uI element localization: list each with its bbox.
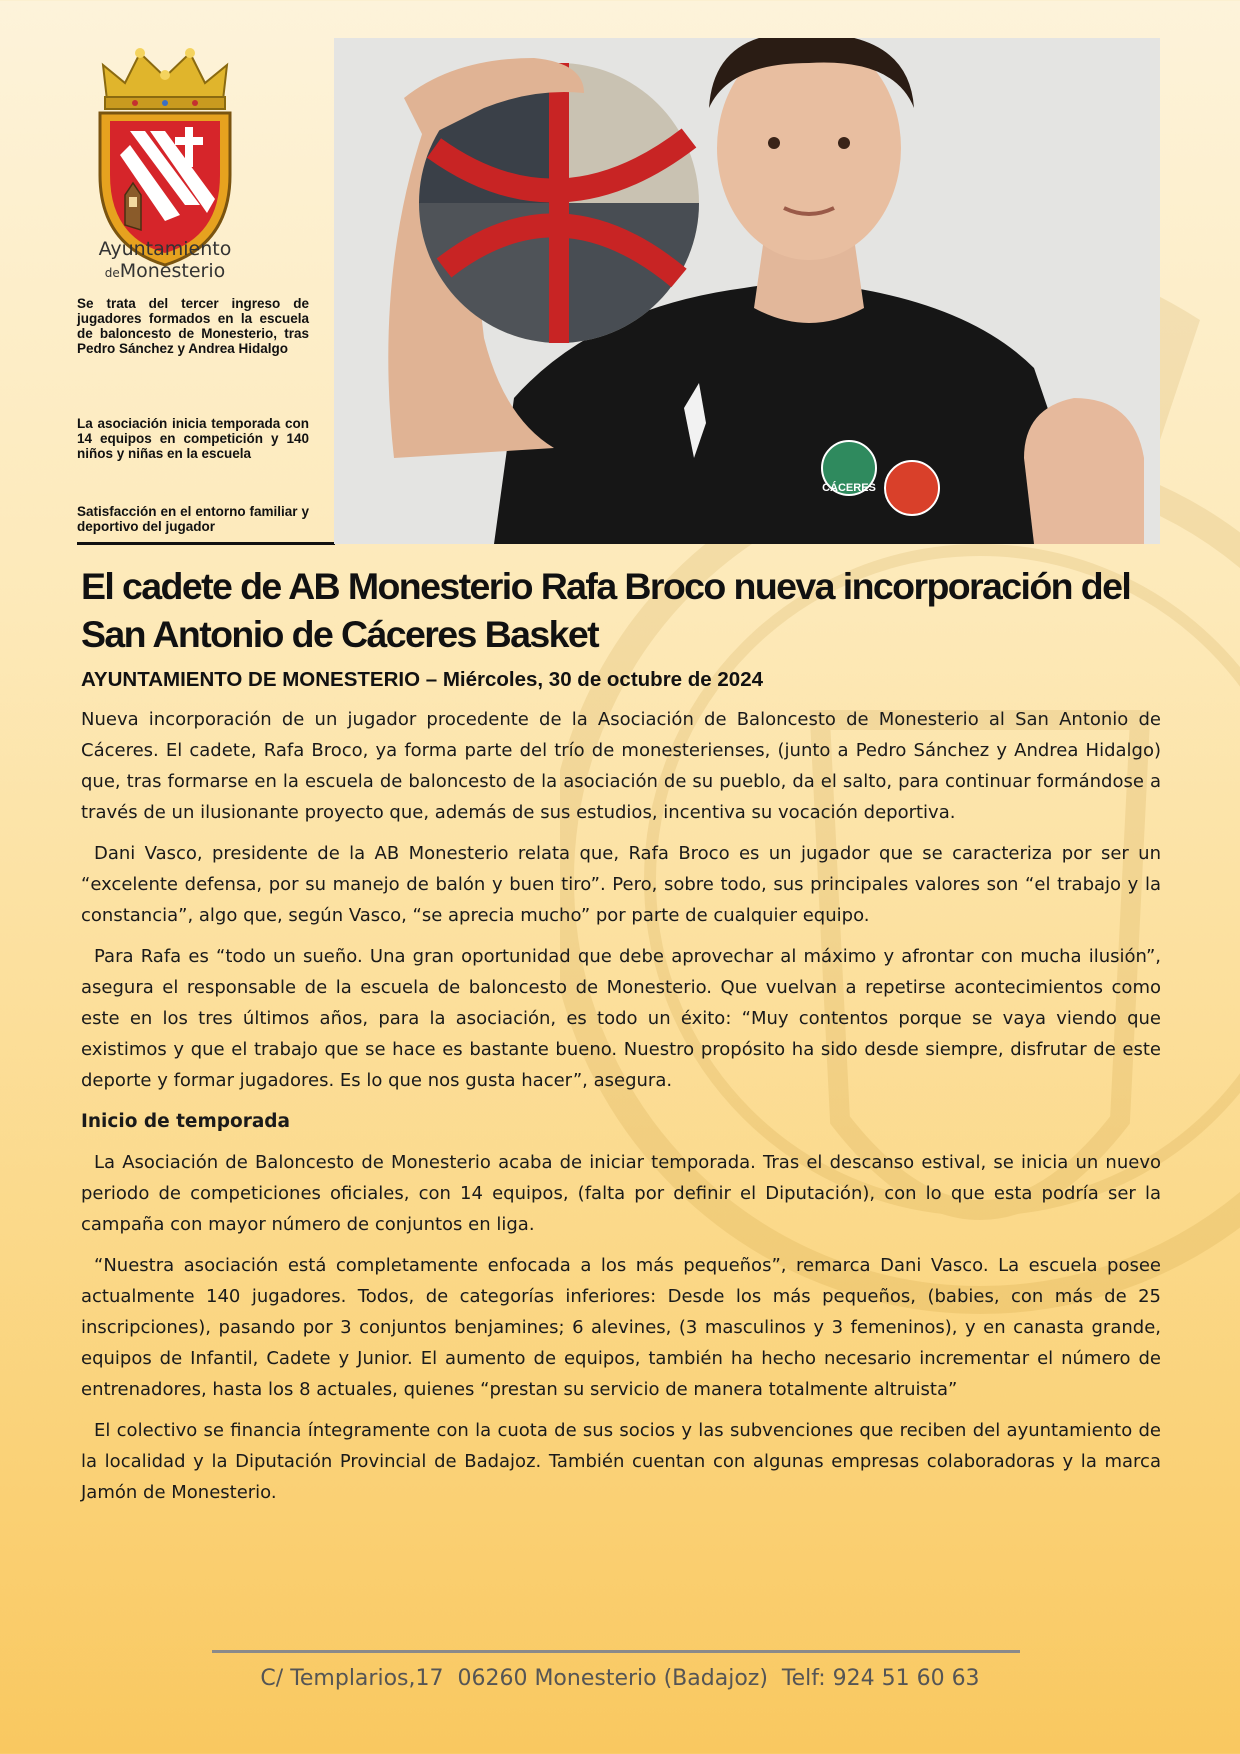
article-paragraph: Nueva incorporación de un jugador procedente de la Asociación de Baloncesto de Monesterio al San Antonio de Cáceres. El cadete, Rafa Broco, ya forma parte del trío de monesterienses, (junto a Pedro Sánchez y Andrea Hidalgo) que, tras formarse en la escuela de baloncesto de la asociación de su pueblo, da el salto, para continuar formándose a través de un ilusionante proyecto que, además de sus estudios, incentiva su vocación deportiva.: [81, 709, 1161, 823]
player-photo: [334, 38, 1160, 544]
article-paragraph: La Asociación de Baloncesto de Monesterio acaba de iniciar temporada. Tras el descanso estival, se inicia un nuevo periodo de competiciones oficiales, con 14 equipos, (falta por definir el Diputación), con lo que esta podría ser la campaña con mayor número de conjuntos en liga.: [81, 1152, 1161, 1235]
article-byline: AYUNTAMIENTO DE MONESTERIO – Miércoles, 30 de octubre de 2024: [81, 668, 764, 691]
crown-icon: [103, 48, 227, 109]
article-title: El cadete de AB Monesterio Rafa Broco nueva incorporación del San Antonio de Cáceres Basket: [81, 565, 1131, 655]
section-heading: Inicio de temporada: [81, 1111, 291, 1132]
logo-line-2-prefix: de: [104, 266, 120, 280]
logo-line-2: Monesterio: [119, 260, 226, 282]
sidebar-highlight: La asociación inicia temporada con 14 equipos en competición y 140 niños y niñas en la escuela: [77, 416, 309, 461]
shirt-badge-text: CÁCERES: [822, 482, 876, 494]
footer-divider: [212, 1650, 1020, 1653]
sidebar-highlight: Satisfacción en el entorno familiar y deportivo del jugador: [77, 504, 309, 534]
sidebar-highlight: Se trata del tercer ingreso de jugadores formados en la escuela de baloncesto de Monesterio, tras Pedro Sánchez y Andrea Hidalgo: [77, 296, 309, 356]
article-body: [81, 704, 1161, 1518]
logo-line-1: Ayuntamiento: [98, 238, 232, 260]
article-paragraph: “Nuestra asociación está completamente enfocada a los más pequeños”, remarca Dani Vasco. La escuela posee actualmente 140 jugadores. Todos, de categorías inferiores: Desde los más pequeños, (babies, con más de 25 inscripciones), pasando por 3 conjuntos benjamines; 6 alevines, (3 masculinos y 3 femeninos), y en canasta grande, equipos de Infantil, Cadete y Junior. El aumento de equipos, también ha hecho necesario incrementar el número de entrenadores, hasta los 8 actuales, quienes “prestan su servicio de manera totalmente altruista”: [81, 1255, 1161, 1400]
footer-address: C/ Templarios,17 06260 Monesterio (Badajoz) Telf: 924 51 60 63: [260, 1666, 980, 1691]
article-paragraph: El colectivo se financia íntegramente con la cuota de sus socios y las subvenciones que reciben del ayuntamiento de la localidad y la Diputación Provincial de Badajoz. También cuentan con algunas empresas colaboradoras y la marca Jamón de Monesterio.: [81, 1420, 1161, 1503]
article-paragraph: Dani Vasco, presidente de la AB Monesterio relata que, Rafa Broco es un jugador que se caracteriza por ser un “excelente defensa, por su manejo de balón y buen tiro”. Pero, sobre todo, sus principales valores son “el trabajo y la constancia”, algo que, según Vasco, “se aprecia mucho” por parte de cualquier equipo.: [81, 843, 1161, 926]
sidebar-divider: [77, 542, 335, 545]
logo-wordmark: [80, 238, 250, 284]
article-paragraph: Para Rafa es “todo un sueño. Una gran oportunidad que debe aprovechar al máximo y afrontar con mucha ilusión”, asegura el responsable de la escuela de baloncesto de Monesterio. Que vuelvan a repetirse acontecimientos como este en los tres últimos años, para la asociación, es todo un éxito: “Muy contentos porque se vaya viendo que existimos y que el trabajo que se hace es bastante bueno. Nuestro propósito ha sido desde siempre, disfrutar de este deporte y formar jugadores. Es lo que nos gusta hacer”, asegura.: [81, 946, 1161, 1091]
